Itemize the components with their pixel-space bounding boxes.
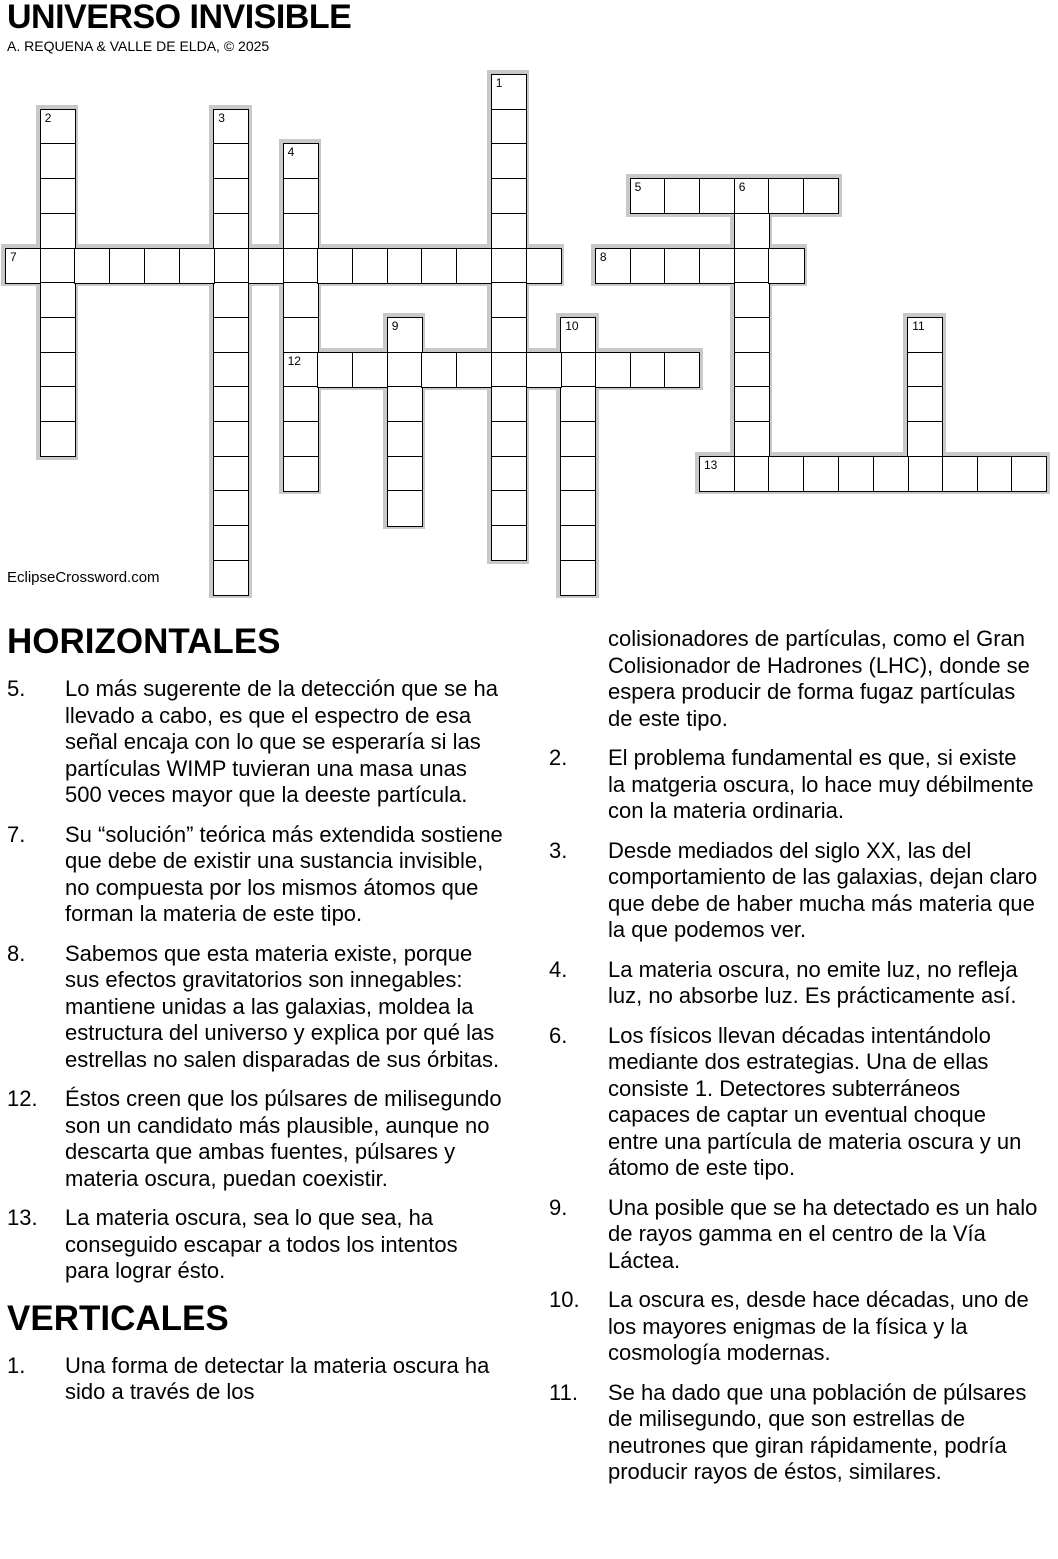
crossword-cell[interactable]: [630, 352, 666, 388]
crossword-cell[interactable]: [213, 143, 249, 179]
down-clue: [549, 838, 1039, 944]
crossword-cell[interactable]: [491, 178, 527, 214]
clue-number: 3.: [549, 837, 568, 863]
crossword-cell[interactable]: [40, 248, 76, 284]
crossword-cell[interactable]: [40, 143, 76, 179]
crossword-cell[interactable]: [942, 456, 978, 492]
crossword-cell[interactable]: [213, 282, 249, 318]
clue-text: Sabemos que esta materia existe, porque sus efectos gravitatorios son innegables: mantiene unidas a las galaxias, moldea la estructura del universo y explica por qué las estrellas no salen disparadas de sus órbitas.: [65, 940, 500, 1072]
crossword-cell[interactable]: [907, 386, 943, 422]
crossword-cell[interactable]: [40, 109, 76, 145]
crossword-cell[interactable]: [560, 525, 596, 561]
crossword-cell[interactable]: [5, 248, 41, 284]
clue-number-label: 9: [391, 318, 399, 333]
crossword-cell[interactable]: [213, 178, 249, 214]
puzzle-title: UNIVERSO INVISIBLE: [7, 0, 352, 36]
crossword-cell[interactable]: [560, 490, 596, 526]
clue-number: 10.: [549, 1287, 580, 1312]
crossword-cell[interactable]: [491, 352, 527, 388]
crossword-cell[interactable]: [213, 490, 249, 526]
crossword-cell[interactable]: [456, 248, 492, 284]
clue-number-label: 8: [599, 249, 607, 264]
crossword-cell[interactable]: [699, 178, 735, 214]
crossword-cell[interactable]: [213, 352, 249, 388]
crossword-cell[interactable]: [283, 456, 319, 492]
crossword-cell[interactable]: [283, 352, 319, 388]
crossword-cell[interactable]: [734, 248, 770, 284]
crossword-cell[interactable]: [491, 109, 527, 145]
crossword-cell[interactable]: [734, 456, 770, 492]
across-clue: [7, 822, 507, 928]
clue-number: 2.: [549, 745, 568, 770]
clue-number: 1.: [7, 1352, 26, 1378]
crossword-cell[interactable]: [213, 109, 249, 145]
down-clue: [549, 1023, 1039, 1182]
clue-number: 4.: [549, 956, 568, 982]
crossword-cell[interactable]: [768, 178, 804, 214]
clue-number-label: 6: [738, 180, 746, 195]
crossword-cell[interactable]: [352, 248, 388, 284]
clue-number: 8.: [7, 940, 26, 966]
crossword-cell[interactable]: [734, 421, 770, 457]
clue-number: 11.: [549, 1379, 578, 1405]
site-credit: EclipseCrossword.com: [7, 569, 160, 586]
crossword-cell[interactable]: [213, 421, 249, 457]
crossword-cell[interactable]: [213, 560, 249, 596]
crossword-cell[interactable]: [283, 317, 319, 353]
crossword-cell[interactable]: [838, 456, 874, 492]
across-clue-list: [7, 676, 507, 1285]
crossword-cell[interactable]: [491, 456, 527, 492]
crossword-cell[interactable]: [907, 456, 943, 492]
clue-number: 13.: [7, 1205, 38, 1230]
down-clue-continuation: colisionadores de partículas, como el Gran Colisionador de Hadrones (LHC), donde se espera producir de forma fugaz partículas de este tipo.: [608, 626, 1030, 731]
clues-right-column: [549, 626, 1039, 1499]
down-clue-list: [7, 1353, 507, 1406]
crossword-cell[interactable]: [491, 386, 527, 422]
crossword-cell[interactable]: [109, 248, 145, 284]
crossword-cell[interactable]: [456, 352, 492, 388]
crossword-cell[interactable]: [526, 352, 562, 388]
clue-number-label: 7: [10, 249, 17, 264]
crossword-cell[interactable]: [630, 248, 666, 284]
crossword-cell[interactable]: [560, 456, 596, 492]
crossword-cell[interactable]: [734, 178, 770, 214]
clue-number-label: 12: [287, 353, 301, 368]
crossword-cell[interactable]: [491, 143, 527, 179]
clue-number-label: 3: [218, 110, 225, 125]
clue-text: Desde mediados del siglo XX, las del comportamiento de las galaxias, dejan claro que debe de haber mucha más materia que la que podemos ver.: [608, 837, 1038, 942]
down-clue: [549, 957, 1039, 1010]
clue-number-label: 4: [287, 145, 295, 160]
crossword-cell[interactable]: [213, 317, 249, 353]
crossword-cell[interactable]: [768, 456, 804, 492]
crossword-cell[interactable]: [421, 352, 457, 388]
clue-number-label: 1: [495, 76, 503, 90]
crossword-cell[interactable]: [699, 456, 735, 492]
clue-text: Éstos creen que los púlsares de milisegundo son un candidato más plausible, aunque no descarta que ambas fuentes, púlsares y materia oscura, puedan coexistir.: [65, 1086, 502, 1191]
crossword-cell[interactable]: [74, 248, 110, 284]
across-clue: [7, 1086, 507, 1192]
crossword-cell[interactable]: [213, 248, 249, 284]
crossword-cell[interactable]: [248, 248, 284, 284]
across-clue: [7, 941, 507, 1074]
crossword-cell[interactable]: [40, 282, 76, 318]
crossword-cell[interactable]: [803, 178, 839, 214]
crossword-cell[interactable]: [421, 248, 457, 284]
clue-text: Una forma de detectar la materia oscura ha sido a través de los: [65, 1352, 490, 1404]
crossword-cell[interactable]: [491, 74, 527, 110]
clue-number-label: 2: [44, 110, 52, 125]
clue-text: Se ha dado que una población de púlsares de milisegundo, que son estrellas de neutrones que giran rápidamente, podría producir rayos de éstos, similares.: [608, 1379, 1027, 1484]
crossword-cell[interactable]: [873, 456, 909, 492]
crossword-cell[interactable]: [699, 248, 735, 284]
crossword-cell[interactable]: [352, 352, 388, 388]
crossword-cell[interactable]: [734, 386, 770, 422]
crossword-cell[interactable]: [387, 248, 423, 284]
crossword-cell[interactable]: [283, 143, 319, 179]
crossword-cell[interactable]: [387, 456, 423, 492]
clue-number-label: 5: [634, 180, 642, 195]
crossword-cell[interactable]: [387, 490, 423, 526]
clue-text: Su “solución” teórica más extendida sostiene que debe de existir una sustancia invisible, no compuesta por los mismos átomos que forman la materia de este tipo.: [65, 821, 503, 926]
down-clue: [549, 745, 1039, 825]
crossword-cell[interactable]: [213, 213, 249, 249]
clue-text: Lo más sugerente de la detección que se ha llevado a cabo, es que el espectro de esa señal encaja con lo que se esperaría si las partículas WIMP tuvieran una masa unas 500 veces mayor que la deeste partícula.: [65, 676, 498, 807]
clue-number-label: 10: [565, 318, 579, 333]
crossword-cell[interactable]: [907, 421, 943, 457]
clue-number: 7.: [7, 821, 26, 847]
crossword-cell[interactable]: [595, 352, 631, 388]
crossword-cell[interactable]: [560, 317, 596, 353]
crossword-cell[interactable]: [560, 421, 596, 457]
crossword-cell[interactable]: [179, 248, 215, 284]
crossword-cell[interactable]: [664, 178, 700, 214]
crossword-cell[interactable]: [144, 248, 180, 284]
crossword-cell[interactable]: [387, 386, 423, 422]
crossword-cell[interactable]: [387, 352, 423, 388]
crossword-cell[interactable]: [734, 317, 770, 353]
crossword-cell[interactable]: [630, 178, 666, 214]
down-clue: [549, 1287, 1039, 1367]
crossword-cell[interactable]: [664, 352, 700, 388]
down-clue: [549, 1380, 1039, 1486]
crossword-cell[interactable]: [491, 421, 527, 457]
crossword-cell[interactable]: [283, 282, 319, 318]
crossword-cell[interactable]: [40, 421, 76, 457]
crossword-cell[interactable]: [491, 317, 527, 353]
clue-number: 9.: [549, 1194, 568, 1220]
down-clue: [549, 1195, 1039, 1275]
crossword-cell[interactable]: [491, 490, 527, 526]
crossword-cell[interactable]: [595, 248, 631, 284]
crossword-cell[interactable]: [491, 525, 527, 561]
crossword-cell[interactable]: [283, 248, 319, 284]
crossword-cell[interactable]: [387, 317, 423, 353]
clue-number-label: 13: [704, 457, 718, 472]
crossword-cell[interactable]: [283, 178, 319, 214]
crossword-cell[interactable]: [317, 248, 353, 284]
crossword-cell[interactable]: [283, 213, 319, 249]
clue-text: El problema fundamental es que, si existe la matgeria oscura, lo hace muy débilmente con la materia ordinaria.: [608, 745, 1034, 823]
crossword-cell[interactable]: [907, 317, 943, 353]
crossword-cell[interactable]: [283, 386, 319, 422]
crossword-cell[interactable]: [213, 525, 249, 561]
crossword-cell[interactable]: [734, 213, 770, 249]
crossword-cell[interactable]: [977, 456, 1013, 492]
crossword-cell[interactable]: [526, 248, 562, 284]
crossword-cell[interactable]: [768, 248, 804, 284]
clue-number: 12.: [7, 1086, 38, 1111]
crossword-cell[interactable]: [491, 282, 527, 318]
crossword-cell[interactable]: [213, 386, 249, 422]
crossword-cell[interactable]: [734, 352, 770, 388]
clue-text: La materia oscura, no emite luz, no refleja luz, no absorbe luz. Es prácticamente así.: [608, 956, 1018, 1008]
clue-number-label: 11: [912, 318, 925, 333]
crossword-cell[interactable]: [283, 421, 319, 457]
crossword-cell[interactable]: [387, 421, 423, 457]
clue-number: 6.: [549, 1022, 568, 1048]
clues-left-column: [7, 622, 507, 1419]
crossword-cell[interactable]: [317, 352, 353, 388]
clue-text: Una posible que se ha detectado es un halo de rayos gamma en el centro de la Vía Láctea.: [608, 1194, 1038, 1273]
crossword-cell[interactable]: [1011, 456, 1047, 492]
across-clue: [7, 676, 507, 809]
crossword-cell[interactable]: [40, 352, 76, 388]
clue-number: 5.: [7, 676, 26, 701]
crossword-cell[interactable]: [491, 248, 527, 284]
crossword-cell[interactable]: [560, 386, 596, 422]
crossword-cell[interactable]: [213, 456, 249, 492]
across-heading: HORIZONTALES: [7, 622, 281, 661]
crossword-cell[interactable]: [907, 352, 943, 388]
down-clue-list-continued: [549, 626, 1039, 1486]
crossword-cell[interactable]: [560, 352, 596, 388]
crossword-cell[interactable]: [40, 178, 76, 214]
down-clue: [7, 1353, 507, 1406]
crossword-cell[interactable]: [491, 213, 527, 249]
puzzle-author: A. REQUENA & VALLE DE ELDA, © 2025: [7, 38, 270, 54]
crossword-cell[interactable]: [734, 282, 770, 318]
crossword-cell[interactable]: [40, 386, 76, 422]
across-clue: [7, 1205, 507, 1285]
crossword-cell[interactable]: [803, 456, 839, 492]
crossword-cell[interactable]: [560, 560, 596, 596]
crossword-cell[interactable]: [664, 248, 700, 284]
clue-text: La oscura es, desde hace décadas, uno de los mayores enigmas de la física y la cosmología modernas.: [608, 1287, 1029, 1365]
crossword-cell[interactable]: [40, 317, 76, 353]
clue-text: Los físicos llevan décadas intentándolo mediante dos estrategias. Una de ellas consiste 1. Detectores subterráneos capaces de captar un eventual choque entre una partícula de materia oscura y un átomo de este tipo.: [608, 1022, 1022, 1180]
crossword-cell[interactable]: [40, 213, 76, 249]
clue-text: La materia oscura, sea lo que sea, ha conseguido escapar a todos los intentos para lograr ésto.: [65, 1205, 458, 1283]
down-heading: VERTICALES: [7, 1298, 229, 1338]
